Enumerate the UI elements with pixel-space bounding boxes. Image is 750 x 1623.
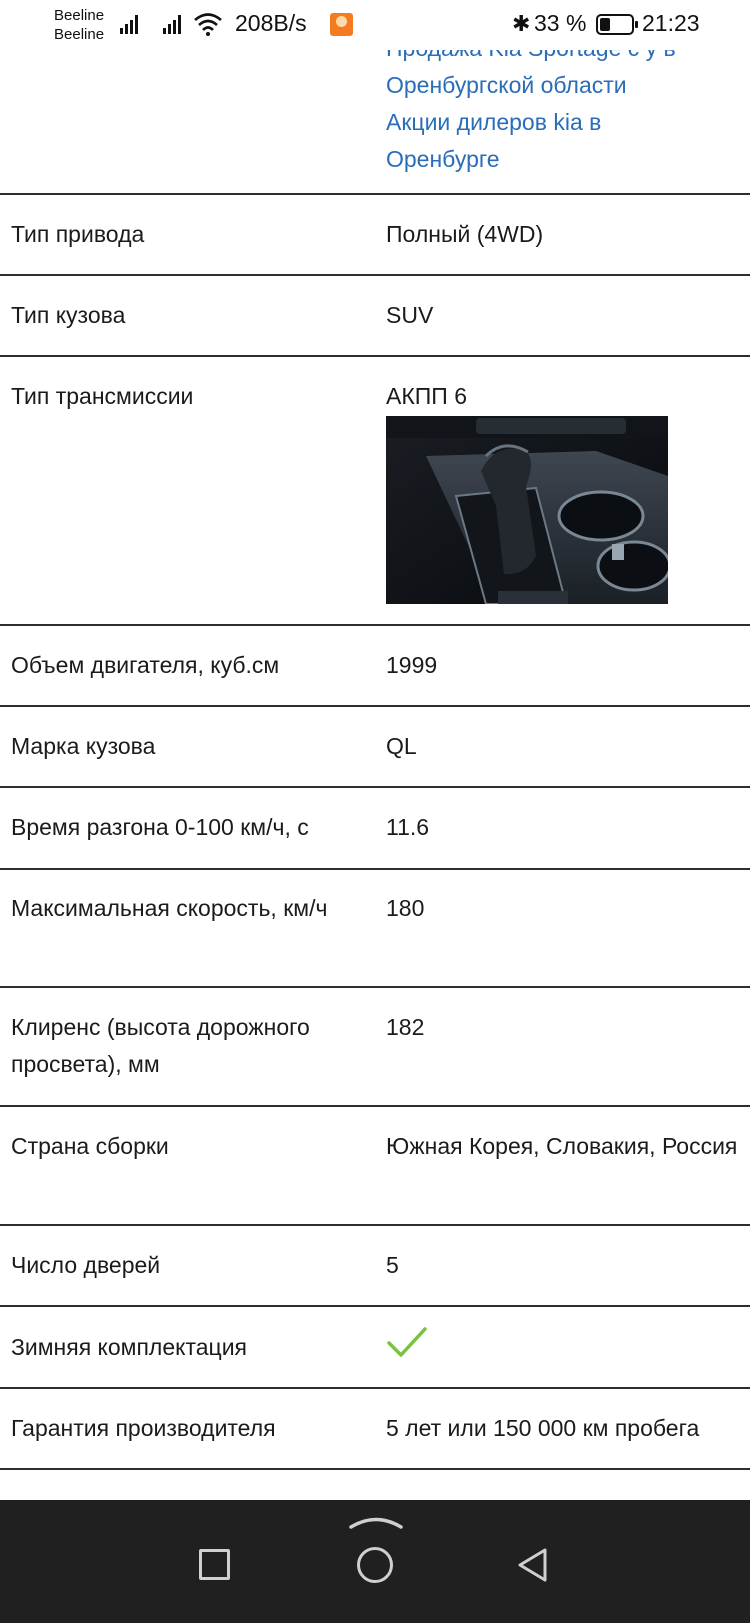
gear-shifter-image xyxy=(386,416,668,604)
spec-label-transmission: Тип трансмиссии xyxy=(11,383,194,409)
signal-1-icon xyxy=(120,14,142,34)
spec-label-max-speed: Максимальная скорость, км/ч xyxy=(11,895,328,921)
network-speed: 208B/s xyxy=(235,10,307,36)
spec-label-acceleration: Время разгона 0-100 км/ч, с xyxy=(11,814,309,840)
spec-label-body-type: Тип кузова xyxy=(11,302,126,328)
spec-value-body-code: QL xyxy=(386,733,417,759)
carrier-2: Beeline xyxy=(54,26,105,43)
chevron-up-icon[interactable] xyxy=(349,1514,403,1530)
spec-label-clearance: Клиренс (высота дорожного просвета), мм xyxy=(11,1014,310,1077)
spec-label-body-code: Марка кузова xyxy=(11,733,156,759)
battery-icon xyxy=(596,14,634,35)
divider xyxy=(0,274,750,276)
divider xyxy=(0,705,750,707)
app-notification-icon xyxy=(330,13,353,36)
spec-value-warranty: 5 лет или 150 000 км пробега xyxy=(386,1415,700,1441)
divider xyxy=(0,986,750,988)
wifi-icon xyxy=(193,12,223,36)
divider xyxy=(0,1387,750,1389)
spec-value-country: Южная Корея, Словакия, Россия xyxy=(386,1133,738,1159)
related-links xyxy=(386,30,726,178)
spec-label-country: Страна сборки xyxy=(11,1133,169,1159)
divider xyxy=(0,1105,750,1107)
link-dealer-promos[interactable]: Акции дилеров kia в xyxy=(386,109,602,135)
clock: 21:23 xyxy=(642,10,700,36)
spec-value-acceleration: 11.6 xyxy=(386,814,430,840)
transmission-photo[interactable] xyxy=(386,416,668,604)
divider xyxy=(0,1305,750,1307)
link-orenburg-region[interactable]: Оренбургской области xyxy=(386,72,627,98)
divider xyxy=(0,1468,750,1470)
spec-label-doors: Число дверей xyxy=(11,1252,161,1278)
home-button[interactable] xyxy=(357,1547,393,1583)
divider xyxy=(0,786,750,788)
carrier-names xyxy=(54,6,104,44)
checkmark-icon xyxy=(386,1325,428,1361)
divider xyxy=(0,193,750,195)
link-dealer-promos-cont[interactable]: Оренбурге xyxy=(386,146,500,172)
spec-value-doors: 5 xyxy=(386,1252,399,1278)
spec-value-drive: Полный (4WD) xyxy=(386,221,544,247)
spec-value-transmission: АКПП 6 xyxy=(386,383,467,409)
status-bar xyxy=(0,0,750,50)
spec-label-winter-package: Зимняя комплектация xyxy=(11,1334,248,1360)
back-button[interactable] xyxy=(515,1546,551,1584)
spec-value-clearance: 182 xyxy=(386,1014,425,1040)
signal-2-icon xyxy=(163,14,185,34)
divider xyxy=(0,355,750,357)
spec-label-warranty: Гарантия производителя xyxy=(11,1415,276,1441)
battery-percent: 33 % xyxy=(534,10,587,36)
recent-apps-button[interactable] xyxy=(199,1549,230,1580)
divider xyxy=(0,868,750,870)
spec-value-max-speed: 180 xyxy=(386,895,425,921)
divider xyxy=(0,1224,750,1226)
carrier-1: Beeline xyxy=(54,7,105,24)
divider xyxy=(0,624,750,626)
spec-value-engine-volume: 1999 xyxy=(386,652,438,678)
spec-label-engine-volume: Объем двигателя, куб.см xyxy=(11,652,280,678)
spec-label-drive: Тип привода xyxy=(11,221,145,247)
spec-value-body-type: SUV xyxy=(386,302,434,328)
bluetooth-icon: ✱ xyxy=(512,11,531,36)
